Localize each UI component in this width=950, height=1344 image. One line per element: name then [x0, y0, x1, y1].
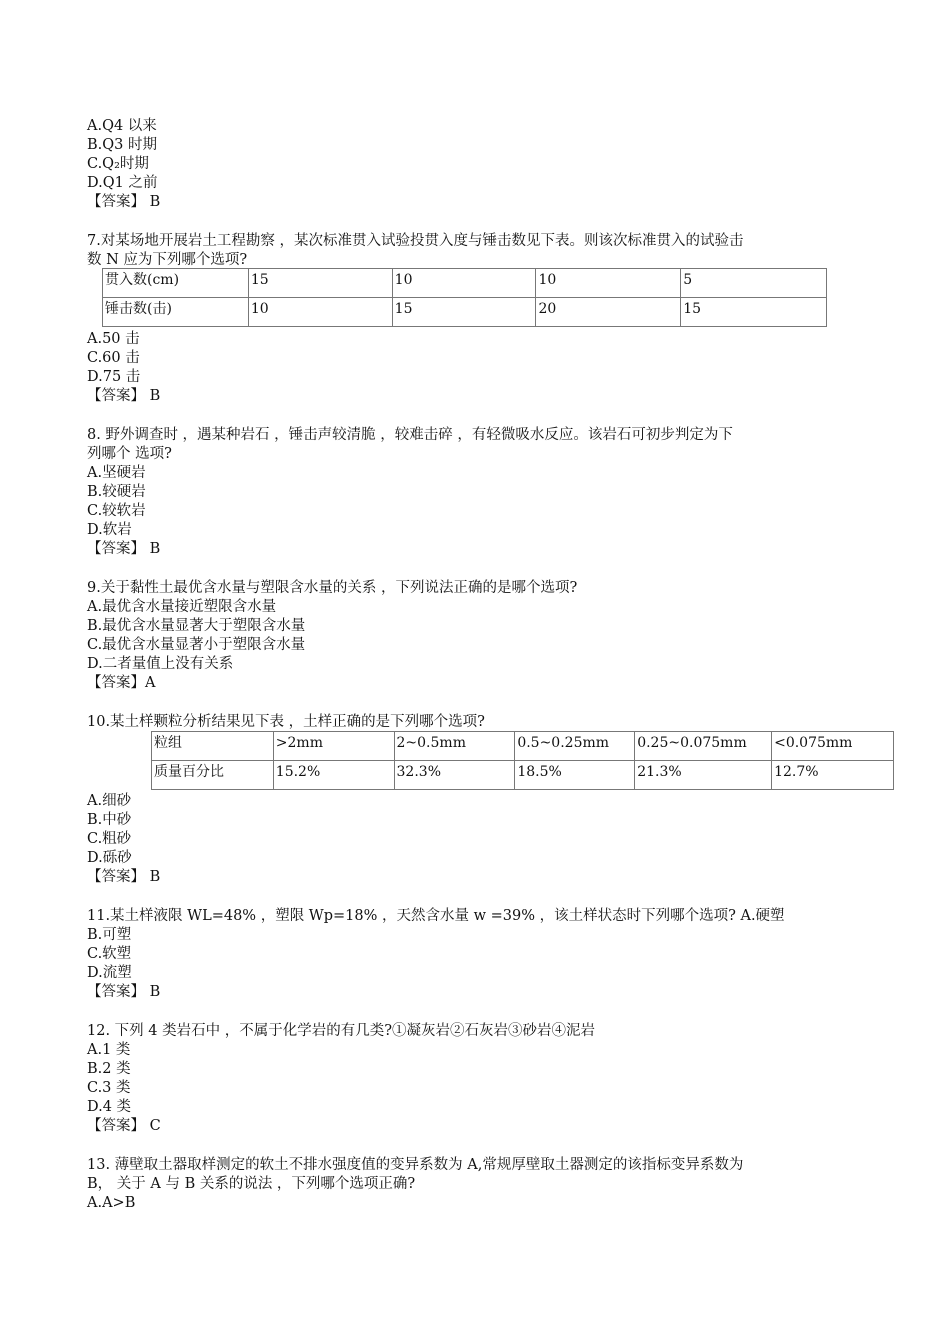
table-cell: 10	[392, 269, 536, 298]
table-row	[152, 761, 894, 790]
table-cell: <0.075mm	[772, 732, 894, 761]
q12-option-b: B.2 类	[87, 1061, 131, 1077]
q13-option-a: A.A>B	[87, 1195, 136, 1211]
q13-stem-line1: 13. 薄壁取土器取样测定的软土不排水强度值的变异系数为 A,常规厚壁取土器测定的该指标变异系数为	[87, 1157, 744, 1173]
q10-answer: 【答案】 B	[87, 869, 161, 885]
q11-stem: 11.某土样液限 WL=48% ，塑限 Wp=18% ，天然含水量 w =39% ，该土样状态时下列哪个选项? A.硬塑	[87, 908, 785, 924]
q7-stem-line2: 数 N 应为下列哪个选项?	[87, 252, 248, 268]
table-cell: 0.5~0.25mm	[515, 732, 635, 761]
q8-stem-line1: 8. 野外调查时 ，遇某种岩石 ，锤击声较清脆 ，较难击碎 ，有轻微吸水反应。该岩石可初步判定为下	[87, 427, 733, 443]
table-cell: 32.3%	[394, 761, 515, 790]
q8-option-c: C.较软岩	[87, 503, 146, 519]
table-cell: 10	[248, 298, 392, 327]
q6-option-a: A.Q4 以来	[87, 118, 157, 134]
q7-option-a: A.50 击	[87, 331, 140, 347]
table-cell: 20	[536, 298, 681, 327]
q7-table	[102, 268, 827, 327]
q8-stem-line2: 列哪个 选项?	[87, 446, 172, 462]
q10-table	[151, 731, 894, 790]
table-cell: 锤击数(击)	[103, 298, 249, 327]
table-cell: 15	[392, 298, 536, 327]
table-cell: 贯入数(cm)	[103, 269, 249, 298]
q11-answer: 【答案】 B	[87, 984, 161, 1000]
q9-option-b: B.最优含水量显著大于塑限含水量	[87, 618, 306, 634]
q12-answer: 【答案】 C	[87, 1118, 161, 1134]
q13-stem-line2: B， 关于 A 与 B 关系的说法 ，下列哪个选项正确?	[87, 1176, 416, 1192]
q7-answer: 【答案】 B	[87, 388, 161, 404]
table-cell: 10	[536, 269, 681, 298]
q9-option-a: A.最优含水量接近塑限含水量	[87, 599, 277, 615]
q10-option-c: C.粗砂	[87, 831, 132, 847]
q6-option-c: C.Q₂时期	[87, 156, 149, 172]
q12-option-c: C.3 类	[87, 1080, 131, 1096]
q11-option-b: B.可塑	[87, 927, 132, 943]
q10-stem: 10.某土样颗粒分析结果见下表 ，土样正确的是下列哪个选项?	[87, 714, 485, 730]
q7-stem-line1: 7.对某场地开展岩土工程勘察 ，某次标准贯入试验投贯入度与锤击数见下表。则该次标准贯入的试验击	[87, 233, 744, 249]
table-cell: 15	[248, 269, 392, 298]
q8-answer: 【答案】 B	[87, 541, 161, 557]
q7-option-d: D.75 击	[87, 369, 141, 385]
q11-option-d: D.流塑	[87, 965, 132, 981]
table-cell: 15	[681, 298, 827, 327]
q10-option-b: B.中砂	[87, 812, 132, 828]
table-cell: 2~0.5mm	[394, 732, 515, 761]
q11-option-c: C.软塑	[87, 946, 132, 962]
q12-stem: 12. 下列 4 类岩石中 ，不属于化学岩的有几类?①凝灰岩②石灰岩③砂岩④泥岩	[87, 1023, 595, 1039]
table-cell: >2mm	[273, 732, 394, 761]
q9-option-c: C.最优含水量显著小于塑限含水量	[87, 637, 306, 653]
q8-option-d: D.软岩	[87, 522, 132, 538]
q12-option-d: D.4 类	[87, 1099, 132, 1115]
table-cell: 5	[681, 269, 827, 298]
table-cell: 粒组	[152, 732, 274, 761]
q7-option-c: C.60 击	[87, 350, 140, 366]
q6-option-b: B.Q3 时期	[87, 137, 157, 153]
q10-option-a: A.细砂	[87, 793, 132, 809]
table-cell: 质量百分比	[152, 761, 274, 790]
table-cell: 0.25~0.075mm	[635, 732, 772, 761]
q9-stem: 9.关于黏性土最优含水量与塑限含水量的关系 ，下列说法正确的是哪个选项?	[87, 580, 578, 596]
q12-option-a: A.1 类	[87, 1042, 131, 1058]
table-row	[103, 269, 827, 298]
q10-option-d: D.砾砂	[87, 850, 132, 866]
q9-answer: 【答案】A	[87, 675, 156, 691]
table-cell: 18.5%	[515, 761, 635, 790]
q9-option-d: D.二者量值上没有关系	[87, 656, 234, 672]
q8-option-a: A.坚硬岩	[87, 465, 146, 481]
q6-answer: 【答案】 B	[87, 194, 161, 210]
table-cell: 12.7%	[772, 761, 894, 790]
table-row	[103, 298, 827, 327]
table-row	[152, 732, 894, 761]
q6-option-d: D.Q1 之前	[87, 175, 158, 191]
table-cell: 21.3%	[635, 761, 772, 790]
q8-option-b: B.较硬岩	[87, 484, 146, 500]
table-cell: 15.2%	[273, 761, 394, 790]
